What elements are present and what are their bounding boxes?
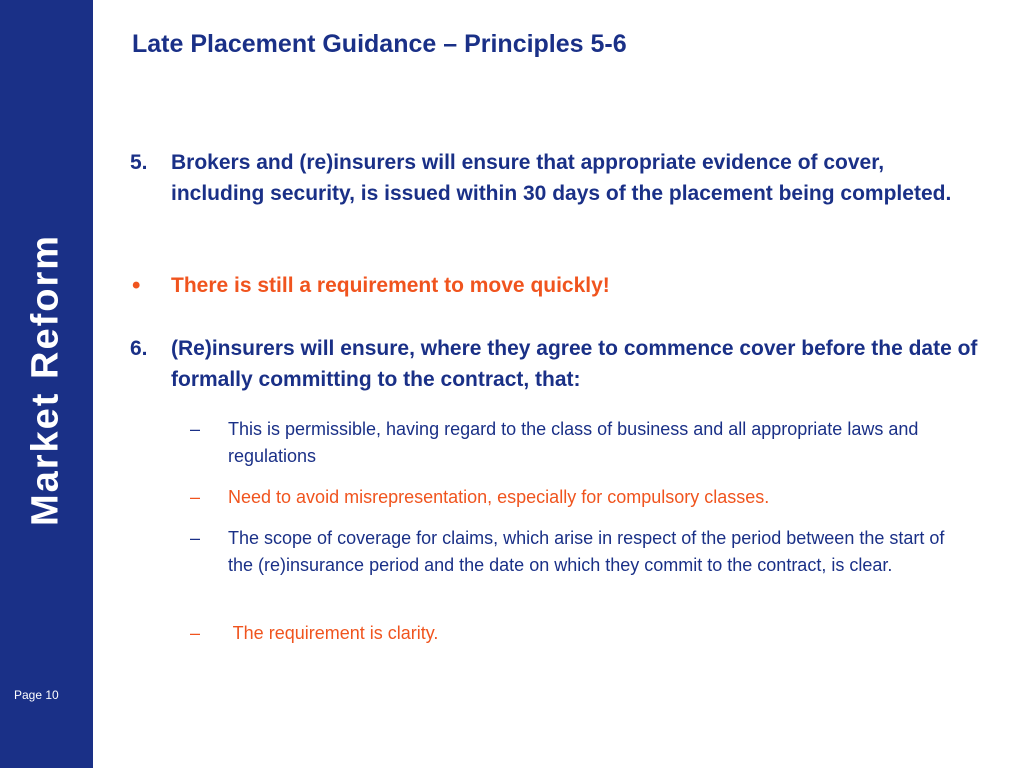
- sub-point: [190, 620, 960, 647]
- brand-label: Market Reform: [24, 233, 67, 527]
- sub-point-text: The scope of coverage for claims, which arise in respect of the period between the start of the (re)insurance period and the date on which they commit to the contract, is clear.: [228, 528, 945, 575]
- sub-point: [190, 484, 960, 511]
- sub-point-text: This is permissible, having regard to the class of business and all appropriate laws and regulations: [228, 419, 919, 466]
- principle-5-text: Brokers and (re)insurers will ensure that appropriate evidence of cover, including security, is issued within 30 days of the placement being completed.: [171, 151, 952, 205]
- sub-point: [190, 525, 960, 579]
- principle-6: [130, 333, 980, 395]
- sub-point-text: The requirement is clarity.: [228, 623, 439, 643]
- dash-icon: –: [190, 623, 201, 643]
- sub-point: [190, 416, 960, 470]
- principle-6-text: (Re)insurers will ensure, where they agree to commence cover before the date of formally committing to the contract, that:: [171, 337, 978, 391]
- highlight-bullet: [130, 270, 980, 301]
- dash-icon: –: [190, 528, 201, 548]
- dash-icon: –: [190, 419, 201, 439]
- principle-6-number: 6.: [130, 337, 148, 360]
- dash-icon: –: [190, 487, 201, 507]
- highlight-text: There is still a requirement to move quickly!: [171, 274, 610, 297]
- slide-title: Late Placement Guidance – Principles 5-6: [132, 30, 627, 58]
- principle-5: [130, 147, 980, 209]
- principle-5-number: 5.: [130, 151, 148, 174]
- bullet-icon: •: [132, 272, 141, 299]
- page-number: Page 10: [14, 688, 59, 702]
- sub-point-text: Need to avoid misrepresentation, especially for compulsory classes.: [228, 487, 770, 507]
- sidebar: [0, 0, 93, 768]
